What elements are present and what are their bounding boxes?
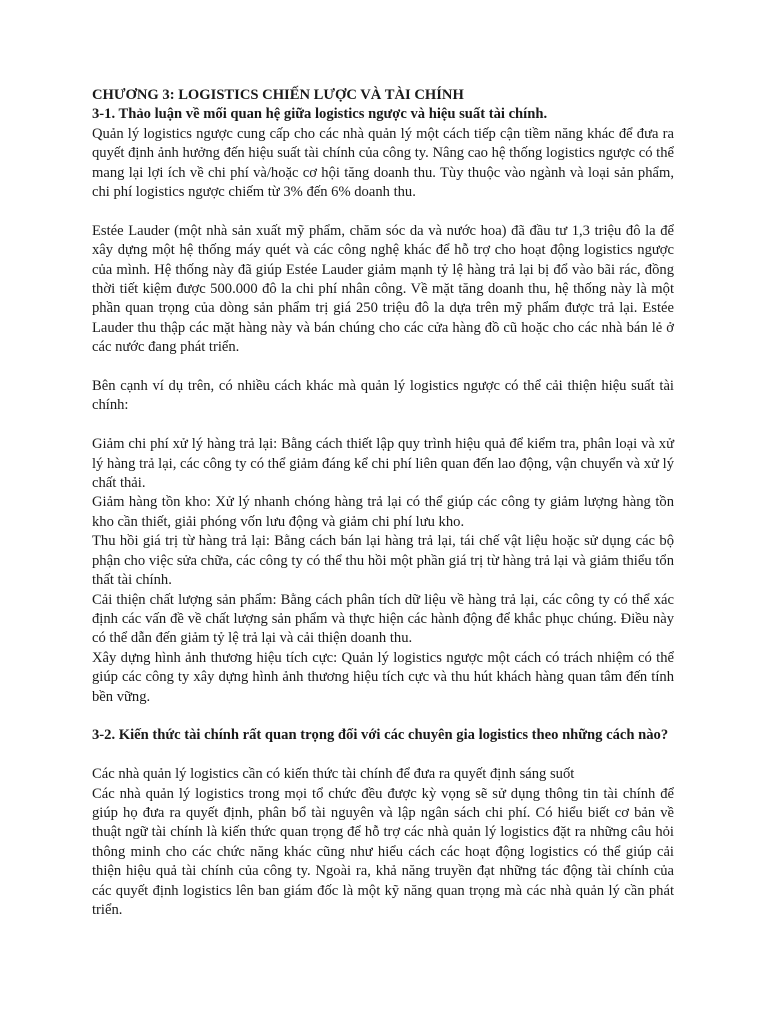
list-item: Thu hồi giá trị từ hàng trả lại: Bằng cách bán lại hàng trả lại, tái chế vật liệu hoặc sử dụng các bộ phận cho việc sửa chữa, các công ty có thể thu hồi một phần giá trị từ hàng trả lại và giảm thiểu tổn thất tài chính. [92,533,674,589]
chapter-title: CHƯƠNG 3: LOGISTICS CHIẾN LƯỢC VÀ TÀI CHÍNH [92,87,464,103]
paragraph-spacer [92,707,674,726]
list-item: Cải thiện chất lượng sản phẩm: Bằng cách phân tích dữ liệu về hàng trả lại, các công ty có thể xác định các vấn đề về chất lượng sản phẩm và thực hiện các hành động để khắc phục chúng. Điều này có thể dẫn đến giảm tỷ lệ trả lại và cải thiện doanh thu. [92,591,674,647]
list-item: Giảm chi phí xử lý hàng trả lại: Bằng cách thiết lập quy trình hiệu quả để kiểm tra, phân loại và xử lý hàng trả lại, các công ty có thể giảm đáng kể chi phí liên quan đến lao động, vận chuyển và xử lý chất thải. [92,436,674,492]
list-item: Giảm hàng tồn kho: Xử lý nhanh chóng hàng trả lại có thể giúp các công ty giảm lượng hàng tồn kho cần thiết, giải phóng vốn lưu động và giảm chi phí lưu kho. [92,494,674,530]
list-item: Xây dựng hình ảnh thương hiệu tích cực: Quản lý logistics ngược một cách có trách nhiệm có thể giúp các công ty xây dựng hình ảnh thương hiệu tích cực và thu hút khách hàng quan tâm đến tính bền vững. [92,649,674,705]
section-2-heading: 3-2. Kiến thức tài chính rất quan trọng đối với các chuyên gia logistics theo những cách nào? [92,727,669,744]
section-2-paragraph: Các nhà quản lý logistics cần có kiến thức tài chính để đưa ra quyết định sáng suốt [92,766,575,783]
paragraph-spacer [92,202,674,221]
section-1-paragraph: Bên cạnh ví dụ trên, có nhiều cách khác mà quản lý logistics ngược có thể cải thiện hiệu suất tài chính: [92,378,674,414]
paragraph-spacer [92,358,674,377]
section-1-paragraph: Estée Lauder (một nhà sản xuất mỹ phẩm, chăm sóc da và nước hoa) đã đầu tư 1,3 triệu đô la để xây dựng một hệ thống máy quét và các công nghệ khác để hỗ trợ cho hoạt động logistics ngược của mình. Hệ thống này đã giúp Estée Lauder giảm mạnh tỷ lệ hàng trả lại bị đổ vào bãi rác, đồng thời tiết kiệm được 500.000 đô la chi phí nhân công. Về mặt tăng doanh thu, hệ thống này là một phần quan trọng của dòng sản phẩm trị giá 250 triệu đô la dựa trên mỹ phẩm được trả lại. Estée Lauder thu thập các mặt hàng này và bán chúng cho các cửa hàng đồ cũ hoặc cho các nhà bán lẻ ở các nước đang phát triển. [92,222,674,356]
section-2-paragraph: Các nhà quản lý logistics trong mọi tổ chức đều được kỳ vọng sẽ sử dụng thông tin tài chính để giúp họ đưa ra quyết định, phân bổ tài nguyên và lập ngân sách chi phí. Có hiểu biết cơ bản về thuật ngữ tài chính là kiến thức quan trọng để hỗ trợ các nhà quản lý logistics đặt ra những câu hỏi thông minh cho các chức năng khác cũng như hiểu cách các hoạt động logistics có thể giúp cải thiện hiệu quả tài chính của công ty. Ngoài ra, khả năng truyền đạt những tác động tài chính của các quyết định logistics lên ban giám đốc là một kỹ năng quan trọng mà các nhà quản lý cần phát triển. [92,785,674,918]
document-page [92,86,674,920]
paragraph-spacer [92,746,674,765]
section-1-heading: 3-1. Thảo luận về mối quan hệ giữa logistics ngược và hiệu suất tài chính. [92,106,548,123]
paragraph-spacer [92,416,674,435]
section-1-paragraph: Quản lý logistics ngược cung cấp cho các nhà quản lý một cách tiếp cận tiềm năng khác để đưa ra quyết định ảnh hưởng đến hiệu suất tài chính của công ty. Nâng cao hệ thống logistics ngược có thể mang lại lợi ích về chi phí và/hoặc cơ hội tăng doanh thu. Tùy thuộc vào ngành và loại sản phẩm, chi phí logistics ngược chiếm từ 3% đến 6% doanh thu. [92,125,674,201]
